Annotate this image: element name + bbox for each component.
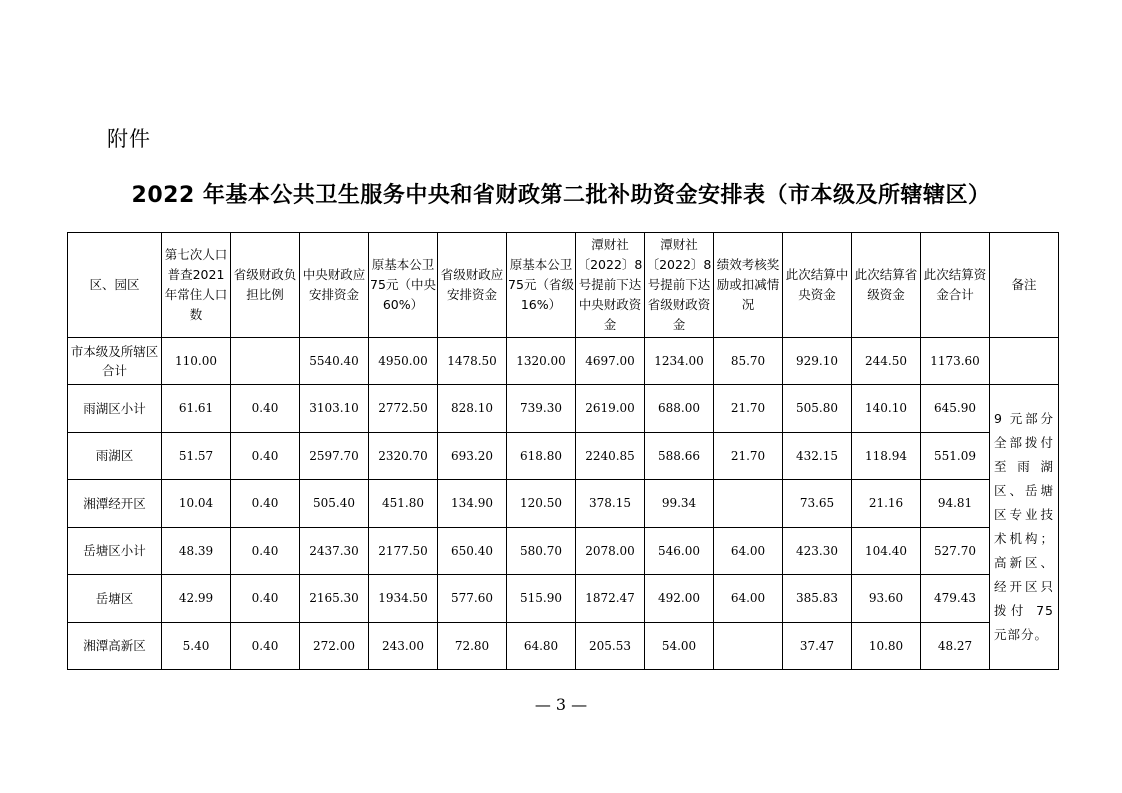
value-cell: 0.40 bbox=[231, 575, 300, 623]
table-row bbox=[68, 432, 1059, 480]
value-cell: 828.10 bbox=[438, 385, 507, 433]
value-cell: 64.00 bbox=[714, 527, 783, 575]
value-cell: 4950.00 bbox=[369, 338, 438, 385]
value-cell: 451.80 bbox=[369, 480, 438, 528]
value-cell: 4697.00 bbox=[576, 338, 645, 385]
value-cell: 0.40 bbox=[231, 385, 300, 433]
value-cell: 0.40 bbox=[231, 432, 300, 480]
value-cell: 505.80 bbox=[783, 385, 852, 433]
header-cell: 区、园区 bbox=[68, 233, 162, 338]
table-header-row bbox=[68, 233, 1059, 338]
table-row bbox=[68, 575, 1059, 623]
header-cell: 潭财社〔2022〕8号提前下达省级财政资金 bbox=[645, 233, 714, 338]
region-cell: 岳塘区 bbox=[68, 575, 162, 623]
value-cell: 515.90 bbox=[507, 575, 576, 623]
header-cell: 原基本公卫75元（省级16%） bbox=[507, 233, 576, 338]
value-cell bbox=[714, 480, 783, 528]
value-cell: 54.00 bbox=[645, 622, 714, 670]
value-cell: 0.40 bbox=[231, 622, 300, 670]
value-cell bbox=[714, 622, 783, 670]
page-number: — 3 — bbox=[534, 695, 588, 714]
value-cell: 21.70 bbox=[714, 432, 783, 480]
value-cell: 10.80 bbox=[852, 622, 921, 670]
header-cell: 原基本公卫75元（中央60%） bbox=[369, 233, 438, 338]
value-cell: 2619.00 bbox=[576, 385, 645, 433]
region-cell: 岳塘区小计 bbox=[68, 527, 162, 575]
remarks-cell bbox=[990, 338, 1059, 385]
value-cell: 2165.30 bbox=[300, 575, 369, 623]
table-row bbox=[68, 385, 1059, 433]
value-cell: 2078.00 bbox=[576, 527, 645, 575]
value-cell: 577.60 bbox=[438, 575, 507, 623]
table-row bbox=[68, 527, 1059, 575]
value-cell: 104.40 bbox=[852, 527, 921, 575]
value-cell: 72.80 bbox=[438, 622, 507, 670]
value-cell: 51.57 bbox=[162, 432, 231, 480]
attachment-label: 附件 bbox=[107, 127, 151, 151]
value-cell: 618.80 bbox=[507, 432, 576, 480]
value-cell: 588.66 bbox=[645, 432, 714, 480]
header-cell: 绩效考核奖励或扣减情况 bbox=[714, 233, 783, 338]
header-cell: 此次结算省级资金 bbox=[852, 233, 921, 338]
value-cell: 0.40 bbox=[231, 527, 300, 575]
value-cell: 505.40 bbox=[300, 480, 369, 528]
value-cell: 1320.00 bbox=[507, 338, 576, 385]
value-cell: 492.00 bbox=[645, 575, 714, 623]
header-cell: 中央财政应安排资金 bbox=[300, 233, 369, 338]
value-cell: 205.53 bbox=[576, 622, 645, 670]
value-cell: 99.34 bbox=[645, 480, 714, 528]
header-cell: 省级财政负担比例 bbox=[231, 233, 300, 338]
value-cell: 48.39 bbox=[162, 527, 231, 575]
value-cell: 85.70 bbox=[714, 338, 783, 385]
table-row bbox=[68, 338, 1059, 385]
header-cell: 第七次人口普查2021年常住人口数 bbox=[162, 233, 231, 338]
funding-table bbox=[67, 232, 1059, 670]
value-cell: 2772.50 bbox=[369, 385, 438, 433]
value-cell: 5540.40 bbox=[300, 338, 369, 385]
value-cell: 120.50 bbox=[507, 480, 576, 528]
region-cell: 雨湖区小计 bbox=[68, 385, 162, 433]
value-cell: 48.27 bbox=[921, 622, 990, 670]
table-row bbox=[68, 480, 1059, 528]
value-cell: 244.50 bbox=[852, 338, 921, 385]
value-cell: 2597.70 bbox=[300, 432, 369, 480]
value-cell: 739.30 bbox=[507, 385, 576, 433]
value-cell: 140.10 bbox=[852, 385, 921, 433]
value-cell: 479.43 bbox=[921, 575, 990, 623]
value-cell: 134.90 bbox=[438, 480, 507, 528]
table-row bbox=[68, 622, 1059, 670]
header-cell: 此次结算资金合计 bbox=[921, 233, 990, 338]
region-cell: 湘潭高新区 bbox=[68, 622, 162, 670]
remarks-note: 9 元部分全部拨付至雨湖区、岳塘区专业技术机构；高新区、经开区只拨付 75 元部分。 bbox=[990, 385, 1059, 670]
header-cell: 潭财社〔2022〕8号提前下达中央财政资金 bbox=[576, 233, 645, 338]
header-cell: 此次结算中央资金 bbox=[783, 233, 852, 338]
region-cell: 湘潭经开区 bbox=[68, 480, 162, 528]
value-cell: 61.61 bbox=[162, 385, 231, 433]
value-cell: 2320.70 bbox=[369, 432, 438, 480]
value-cell: 93.60 bbox=[852, 575, 921, 623]
region-cell: 市本级及所辖区合计 bbox=[68, 338, 162, 385]
value-cell: 385.83 bbox=[783, 575, 852, 623]
value-cell: 1872.47 bbox=[576, 575, 645, 623]
value-cell: 1234.00 bbox=[645, 338, 714, 385]
value-cell: 378.15 bbox=[576, 480, 645, 528]
value-cell: 73.65 bbox=[783, 480, 852, 528]
value-cell: 688.00 bbox=[645, 385, 714, 433]
value-cell: 432.15 bbox=[783, 432, 852, 480]
value-cell: 693.20 bbox=[438, 432, 507, 480]
value-cell: 929.10 bbox=[783, 338, 852, 385]
value-cell: 243.00 bbox=[369, 622, 438, 670]
value-cell: 10.04 bbox=[162, 480, 231, 528]
value-cell: 2240.85 bbox=[576, 432, 645, 480]
value-cell: 0.40 bbox=[231, 480, 300, 528]
value-cell: 551.09 bbox=[921, 432, 990, 480]
value-cell: 110.00 bbox=[162, 338, 231, 385]
value-cell: 645.90 bbox=[921, 385, 990, 433]
value-cell: 64.00 bbox=[714, 575, 783, 623]
value-cell: 118.94 bbox=[852, 432, 921, 480]
value-cell: 5.40 bbox=[162, 622, 231, 670]
value-cell: 1934.50 bbox=[369, 575, 438, 623]
value-cell: 3103.10 bbox=[300, 385, 369, 433]
value-cell: 423.30 bbox=[783, 527, 852, 575]
value-cell: 21.16 bbox=[852, 480, 921, 528]
value-cell: 94.81 bbox=[921, 480, 990, 528]
value-cell: 1478.50 bbox=[438, 338, 507, 385]
value-cell: 2437.30 bbox=[300, 527, 369, 575]
value-cell: 42.99 bbox=[162, 575, 231, 623]
value-cell: 650.40 bbox=[438, 527, 507, 575]
value-cell: 1173.60 bbox=[921, 338, 990, 385]
value-cell: 546.00 bbox=[645, 527, 714, 575]
value-cell: 21.70 bbox=[714, 385, 783, 433]
header-cell: 备注 bbox=[990, 233, 1059, 338]
value-cell: 64.80 bbox=[507, 622, 576, 670]
value-cell: 272.00 bbox=[300, 622, 369, 670]
value-cell: 527.70 bbox=[921, 527, 990, 575]
value-cell bbox=[231, 338, 300, 385]
value-cell: 37.47 bbox=[783, 622, 852, 670]
value-cell: 2177.50 bbox=[369, 527, 438, 575]
value-cell: 580.70 bbox=[507, 527, 576, 575]
header-cell: 省级财政应安排资金 bbox=[438, 233, 507, 338]
page-title: 2022 年基本公共卫生服务中央和省财政第二批补助资金安排表（市本级及所辖辖区） bbox=[131, 183, 991, 208]
region-cell: 雨湖区 bbox=[68, 432, 162, 480]
